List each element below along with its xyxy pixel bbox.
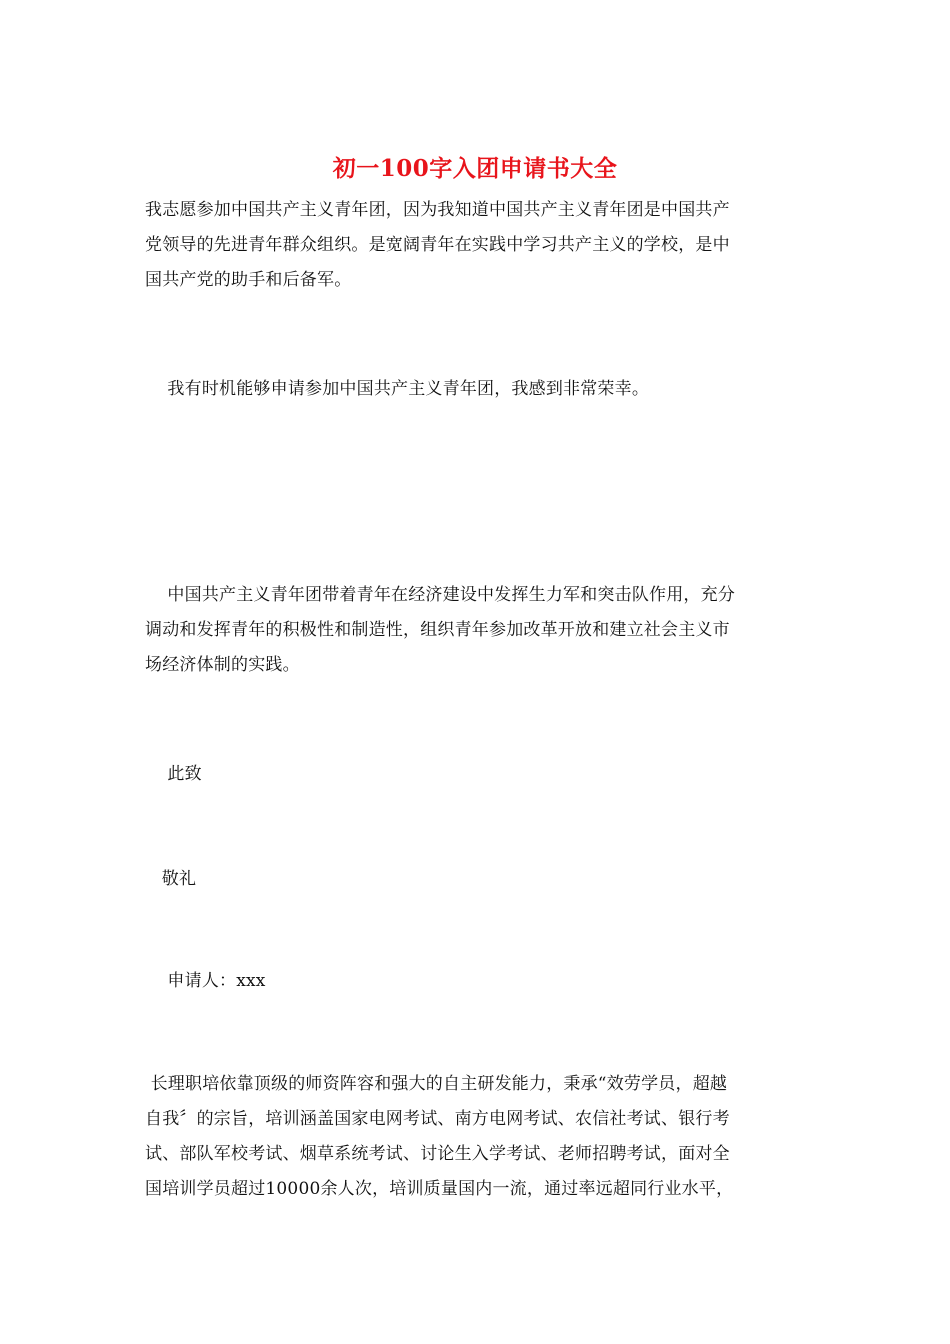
paragraph-role <box>145 578 810 683</box>
paragraph-line: 中国共产主义青年团带着青年在经济建设中发挥生力军和突击队作用，充分 <box>145 585 736 605</box>
paragraph-line: 国培训学员超过10000余人次，培训质量国内一流，通过率远超同行业水平， <box>145 1179 734 1199</box>
closing-salutation <box>145 757 810 792</box>
paragraph-line: 敬礼 <box>145 869 197 889</box>
paragraph-intro <box>145 193 810 298</box>
closing-regards <box>145 862 810 897</box>
paragraph-line: 调动和发挥青年的积极性和制造性，组织青年参加改革开放和建立社会主义市 <box>145 620 730 640</box>
paragraph-advertisement <box>145 1067 810 1207</box>
document-title: 初一100字入团申请书大全 <box>332 155 618 182</box>
paragraph-line: 国共产党的助手和后备军。 <box>145 270 352 290</box>
paragraph-line: 长理职培依靠顶级的师资阵容和强大的自主研发能力，秉承“效劳学员，超越 <box>145 1074 728 1094</box>
paragraph-line: 我有时机能够申请参加中国共产主义青年团，我感到非常荣幸。 <box>145 379 650 399</box>
paragraph-line: 申请人：xxx <box>145 971 266 991</box>
paragraph-line: 自我〞的宗旨，培训涵盖国家电网考试、南方电网考试、农信社考试、银行考 <box>145 1109 730 1129</box>
paragraph-opportunity <box>145 372 810 407</box>
applicant-signature <box>145 964 810 999</box>
paragraph-line: 试、部队军校考试、烟草系统考试、讨论生入学考试、老师招聘考试，面对全 <box>145 1144 730 1164</box>
paragraph-line: 场经济体制的实践。 <box>145 655 300 675</box>
paragraph-line: 此致 <box>145 764 202 784</box>
paragraph-line: 党领导的先进青年群众组织。是宽阔青年在实践中学习共产主义的学校，是中 <box>145 235 730 255</box>
paragraph-line: 我志愿参加中国共产主义青年团，因为我知道中国共产主义青年团是中国共产 <box>145 200 730 220</box>
